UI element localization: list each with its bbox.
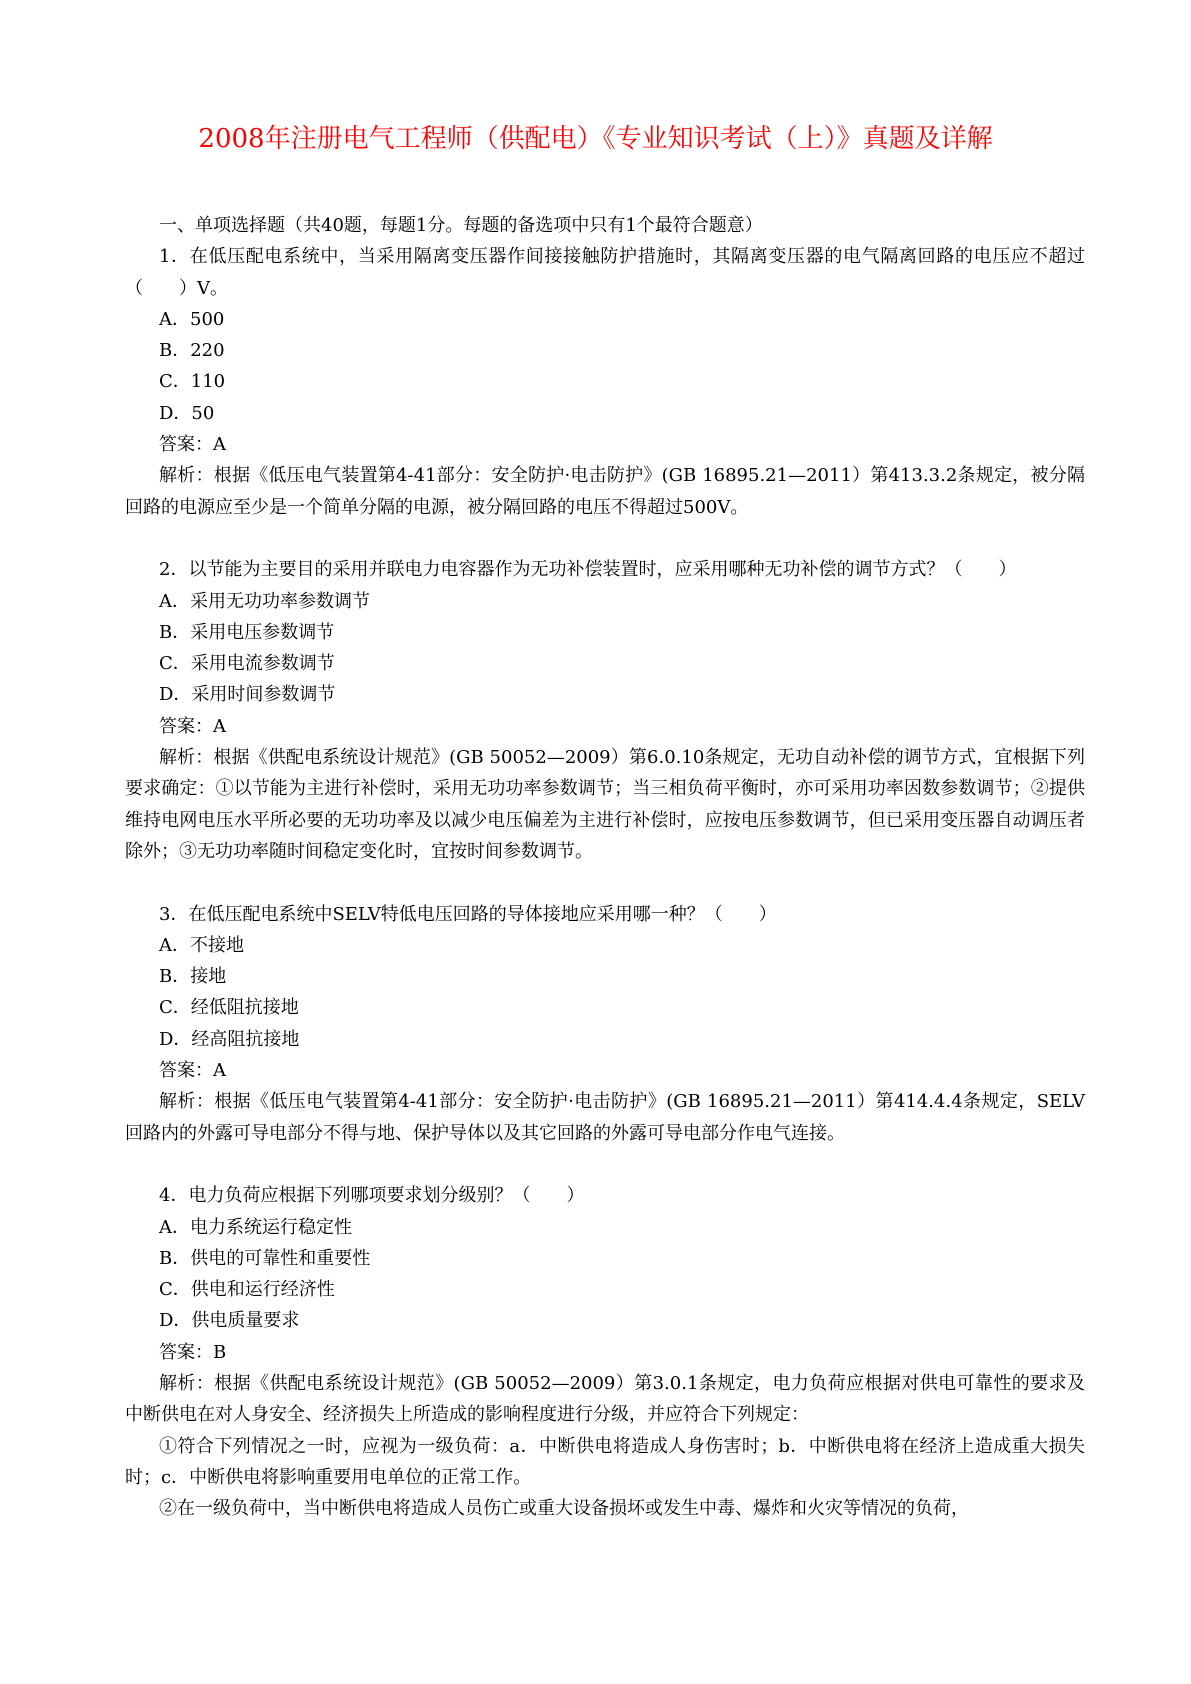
question-3 [125, 899, 1085, 1149]
question-4 [125, 1180, 1085, 1524]
question-2 [125, 554, 1085, 867]
document-body [125, 210, 1085, 1524]
option-a: A．500 [159, 308, 225, 330]
analysis-text: ②在一级负荷中，当中断供电将造成人员伤亡或重大设备损坏或发生中毒、爆炸和火灾等情况的负荷， [159, 1498, 969, 1520]
analysis-text: 解析：根据《供配电系统设计规范》(GB 50052—2009）第3.0.1条规定，电力负荷应根据对供电可靠性的要求及中断供电在对人身安全、经济损失上所造成的影响程度进行分级，并应符合下列规定： [125, 1372, 1085, 1426]
answer-text: 答案：B [159, 1341, 227, 1363]
analysis-text: 解析：根据《低压电气装置第4-41部分：安全防护·电击防护》(GB 16895.21—2011）第414.4.4条规定，SELV回路内的外露可导电部分不得与地、保护导体以及其它回路的外露可导电部分作电气连接。 [125, 1091, 1085, 1144]
option-c: C．采用电流参数调节 [159, 653, 335, 675]
question-stem: 4．电力负荷应根据下列哪项要求划分级别？（ ） [159, 1185, 585, 1207]
option-b: B．供电的可靠性和重要性 [159, 1247, 371, 1269]
option-d: D．采用时间参数调节 [159, 684, 336, 706]
answer-text: 答案：A [159, 1060, 226, 1082]
section-heading: 一、单项选择题（共40题，每题1分。每题的备选项中只有1个最符合题意） [159, 215, 763, 236]
spacer [125, 867, 1085, 898]
question-stem: 2．以节能为主要目的采用并联电力电容器作为无功补偿装置时，应采用哪种无功补偿的调节方式？（ ） [159, 559, 1017, 581]
option-b: B．采用电压参数调节 [159, 621, 335, 643]
option-d: D．供电质量要求 [159, 1310, 300, 1332]
answer-text: 答案：A [159, 715, 226, 737]
question-1 [125, 241, 1085, 523]
option-c: C．供电和运行经济性 [159, 1279, 335, 1301]
option-a: A．采用无功功率参数调节 [159, 590, 370, 612]
option-d: D．50 [159, 402, 215, 424]
question-stem: 3．在低压配电系统中SELV特低电压回路的导体接地应采用哪一种？（ ） [159, 903, 777, 925]
option-b: B．220 [159, 340, 225, 362]
option-c: C．110 [159, 371, 226, 393]
option-d: D．经高阻抗接地 [159, 1028, 300, 1050]
analysis-text: 解析：根据《供配电系统设计规范》(GB 50052—2009）第6.0.10条规定，无功自动补偿的调节方式，宜根据下列要求确定：①以节能为主进行补偿时，采用无功功率参数调节；当三相负荷平衡时，亦可采用功率因数参数调节；②提供维持电网电压水平所必要的无功功率及以减少电压偏差为主进行补偿时，应按电压参数调节，但已采用变压器自动调压者除外；③无功功率随时间稳定变化时，宜按时间参数调节。 [125, 747, 1085, 862]
question-stem: 1．在低压配电系统中，当采用隔离变压器作间接接触防护措施时，其隔离变压器的电气隔离回路的电压应不超过（ ）V。 [125, 246, 1085, 299]
option-c: C．经低阻抗接地 [159, 997, 299, 1019]
analysis-text: 解析：根据《低压电气装置第4-41部分：安全防护·电击防护》(GB 16895.21—2011）第413.3.2条规定，被分隔回路的电源应至少是一个简单分隔的电源，被分隔回路的电压不得超过500V。 [125, 465, 1085, 518]
analysis-text: ①符合下列情况之一时，应视为一级负荷：a．中断供电将造成人身伤害时；b．中断供电将在经济上造成重大损失时；c．中断供电将影响重要用电单位的正常工作。 [125, 1435, 1085, 1488]
spacer [125, 1149, 1085, 1180]
option-b: B．接地 [159, 966, 227, 988]
document-title: 2008年注册电气工程师（供配电）《专业知识考试（上）》真题及详解 [198, 124, 993, 154]
answer-text: 答案：A [159, 434, 226, 456]
option-a: A．电力系统运行稳定性 [159, 1216, 352, 1238]
spacer [125, 523, 1085, 554]
option-a: A．不接地 [159, 934, 244, 956]
